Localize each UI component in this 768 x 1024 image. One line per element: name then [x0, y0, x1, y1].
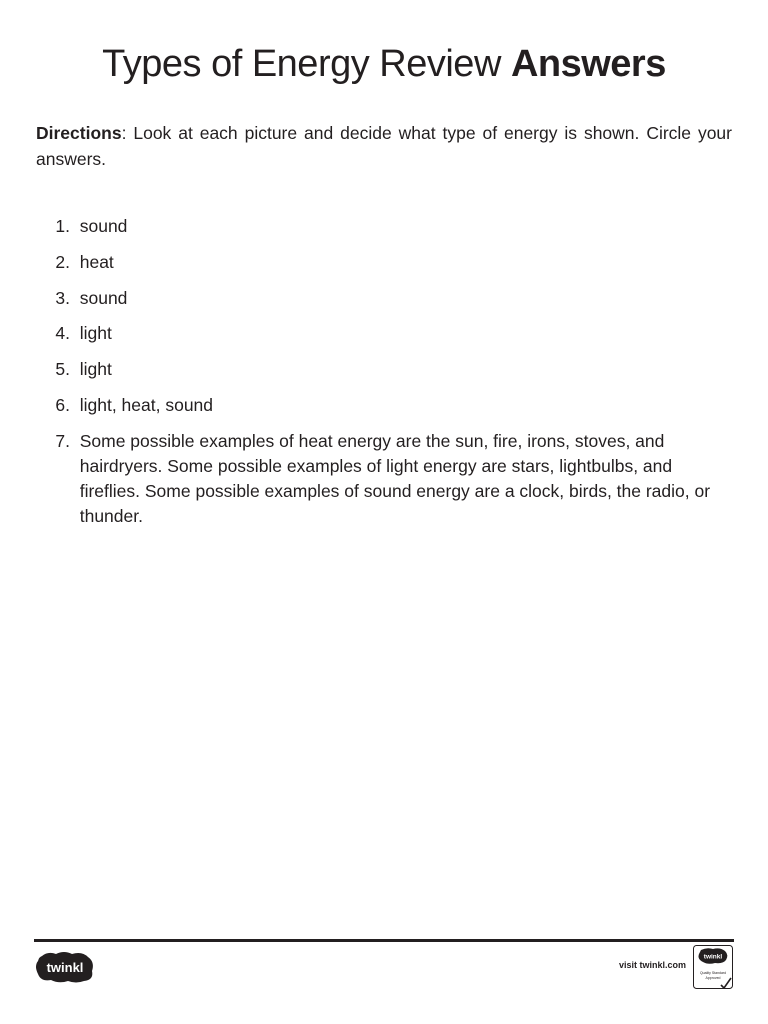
- answer-text: light: [79, 323, 112, 344]
- answer-text: Some possible examples of heat energy are the sun, fire, irons, stoves, and hairdryers. Some possible examples of light energy are stars, lightbulbs, and fireflies. Some possible examples of sound energy are a clock, birds, the radio, or thunder.: [79, 430, 711, 526]
- answer-item: [36, 429, 716, 529]
- answer-number: 2.: [55, 251, 70, 272]
- title-emphasis: Answers: [510, 43, 666, 85]
- answer-item: [36, 286, 716, 311]
- logo-text: twinkl: [46, 960, 84, 975]
- answer-number: 1.: [55, 216, 70, 236]
- twinkl-logo[interactable]: [34, 950, 96, 984]
- answer-number: 5.: [55, 359, 70, 380]
- answer-item: [36, 250, 716, 275]
- directions: [36, 120, 732, 172]
- answer-text: light, heat, sound: [79, 394, 214, 415]
- answer-number: 4.: [55, 323, 70, 344]
- directions-label: Directions: [36, 123, 122, 143]
- badge-frame: [693, 945, 733, 989]
- answer-number: 7.: [55, 430, 70, 451]
- badge-logo-text: twinkl: [703, 953, 723, 961]
- answer-text: light: [79, 359, 112, 380]
- quality-badge: [693, 945, 733, 989]
- directions-text: : Look at each picture and decide what type of energy is shown. Circle your answers.: [36, 123, 732, 169]
- visit-link[interactable]: visit twinkl.com: [618, 960, 686, 970]
- footer-divider: [34, 939, 734, 942]
- answer-number: 6.: [55, 394, 70, 415]
- answer-item: [36, 321, 716, 346]
- badge-line1: Quality Standard: [699, 971, 727, 975]
- answer-text: sound: [79, 216, 128, 236]
- answer-item: [36, 393, 716, 418]
- title-text: Types of Energy Review: [102, 43, 501, 85]
- answer-text: heat: [79, 251, 114, 272]
- answer-number: 3.: [55, 287, 70, 308]
- answer-list: [36, 214, 716, 540]
- answer-text: sound: [79, 287, 128, 308]
- answer-item: [36, 357, 716, 382]
- page-title: [0, 40, 768, 88]
- badge-line2: Approved: [705, 976, 721, 980]
- answer-item: [36, 214, 716, 239]
